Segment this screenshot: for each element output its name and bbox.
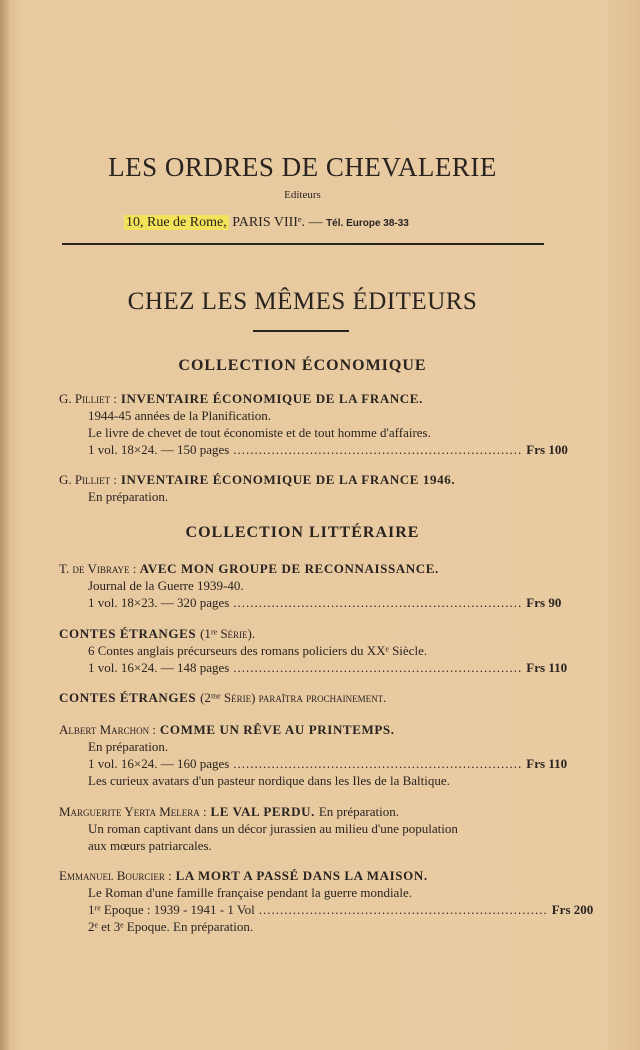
entry-val-perdu (59, 803, 549, 854)
entry-price-row (59, 755, 568, 772)
entry-title: CONTES ÉTRANGES (59, 626, 197, 641)
entry-heading (59, 471, 549, 488)
entry-heading (59, 625, 549, 642)
entry-format: 1 vol. 18×24. — 150 pages (88, 442, 230, 457)
editeurs-label: Editeurs (284, 189, 321, 201)
entry-inventaire-1946 (59, 471, 549, 505)
entry-price: Frs 100 (526, 442, 568, 457)
entry-price-row (59, 594, 562, 611)
entry-heading (59, 803, 549, 820)
entry-contes-1 (59, 625, 568, 676)
entry-title: LE VAL PERDU. (210, 804, 315, 819)
entry-line: Le Roman d'une famille française pendant la guerre mondiale. (88, 885, 412, 900)
entry-title: INVENTAIRE ÉCONOMIQUE DE LA FRANCE 1946. (120, 472, 456, 487)
entry-heading (59, 390, 549, 407)
entry-line: aux mœurs patriarcales. (88, 838, 212, 853)
entry-author: Marguerite Yerta Melera : (59, 804, 207, 819)
entry-price-row (59, 441, 568, 458)
address-dash: — (308, 215, 323, 230)
entry-title: LA MORT A PASSÉ DANS LA MAISON. (175, 868, 428, 883)
entry-groupe-reconnaissance (59, 560, 562, 611)
entry-title: CONTES ÉTRANGES (59, 690, 197, 705)
entry-line: 6 Contes anglais précurseurs des romans policiers du XXᵉ Siècle. (88, 643, 428, 658)
entry-format: 1ʳᵉ Epoque : 1939 - 1941 - 1 Vol (88, 902, 255, 917)
entry-series: (1ʳᵉ Série). (200, 626, 256, 641)
entry-price-row (59, 901, 594, 918)
entry-title: INVENTAIRE ÉCONOMIQUE DE LA FRANCE. (120, 391, 423, 406)
header-rule (62, 243, 544, 245)
entry-line: Les curieux avatars d'un pasteur nordique dans les Iles de la Baltique. (88, 773, 450, 788)
entry-line: Un roman captivant dans un décor jurassien au milieu d'une population (88, 821, 458, 836)
entry-line: Le livre de chevet de tout économiste et de tout homme d'affaires. (88, 425, 431, 440)
entry-heading (59, 689, 549, 706)
entry-mort-maison (59, 867, 594, 935)
entry-format: 1 vol. 16×24. — 148 pages (88, 660, 230, 675)
entry-reve-printemps (59, 721, 568, 789)
entry-author: G. Pilliet : (59, 391, 117, 406)
leader-dots: .................................................................... (233, 595, 523, 610)
entry-author: T. de Vibraye : (59, 561, 137, 576)
main-heading: CHEZ LES MÊMES ÉDITEURS (127, 288, 478, 315)
entry-contes-2 (59, 689, 549, 706)
entry-line: 2ᵉ et 3ᵉ Epoque. En préparation. (88, 919, 254, 934)
address-city: PARIS VIIIᵉ. (232, 215, 306, 230)
entry-format: 1 vol. 18×23. — 320 pages (88, 595, 230, 610)
publisher-title: LES ORDRES DE CHEVALERIE (108, 152, 497, 182)
telephone: Tél. Europe 38-33 (326, 218, 409, 229)
heading-rule (253, 330, 349, 332)
entry-line: En préparation. (88, 739, 169, 754)
entry-inventaire-1 (59, 390, 568, 458)
entry-price-row (59, 659, 568, 676)
entry-format: 1 vol. 16×24. — 160 pages (88, 756, 230, 771)
entry-price: Frs 110 (526, 756, 568, 771)
leader-dots: .................................................................... (258, 902, 548, 917)
leader-dots: .................................................................... (233, 660, 523, 675)
entry-title: COMME UN RÊVE AU PRINTEMPS. (159, 722, 395, 737)
entry-price: Frs 110 (526, 660, 568, 675)
entry-heading (59, 867, 549, 884)
address-line (124, 215, 409, 231)
address-street-highlighted: 10, Rue de Rome, (126, 215, 227, 230)
leader-dots: .................................................................... (233, 442, 523, 457)
entry-title: AVEC MON GROUPE DE RECONNAISSANCE. (139, 561, 439, 576)
entry-author: G. Pilliet : (59, 472, 117, 487)
entry-heading (59, 721, 549, 738)
entry-series: (2ᵐᵉ Série) paraîtra prochainement. (200, 690, 387, 705)
entry-suffix: En préparation. (318, 804, 399, 819)
leader-dots: .................................................................... (233, 756, 523, 771)
entry-price: Frs 90 (526, 595, 562, 610)
entry-author: Emmanuel Bourcier : (59, 868, 172, 883)
entry-line: En préparation. (88, 489, 169, 504)
entry-price: Frs 200 (551, 902, 594, 917)
entry-heading (59, 560, 549, 577)
entry-line: 1944-45 années de la Planification. (88, 408, 272, 423)
collection-economique-title: COLLECTION ÉCONOMIQUE (178, 357, 427, 374)
entry-line: Journal de la Guerre 1939-40. (88, 578, 244, 593)
collection-litteraire-title: COLLECTION LITTÉRAIRE (185, 524, 420, 541)
entry-author: Albert Marchon : (59, 722, 157, 737)
